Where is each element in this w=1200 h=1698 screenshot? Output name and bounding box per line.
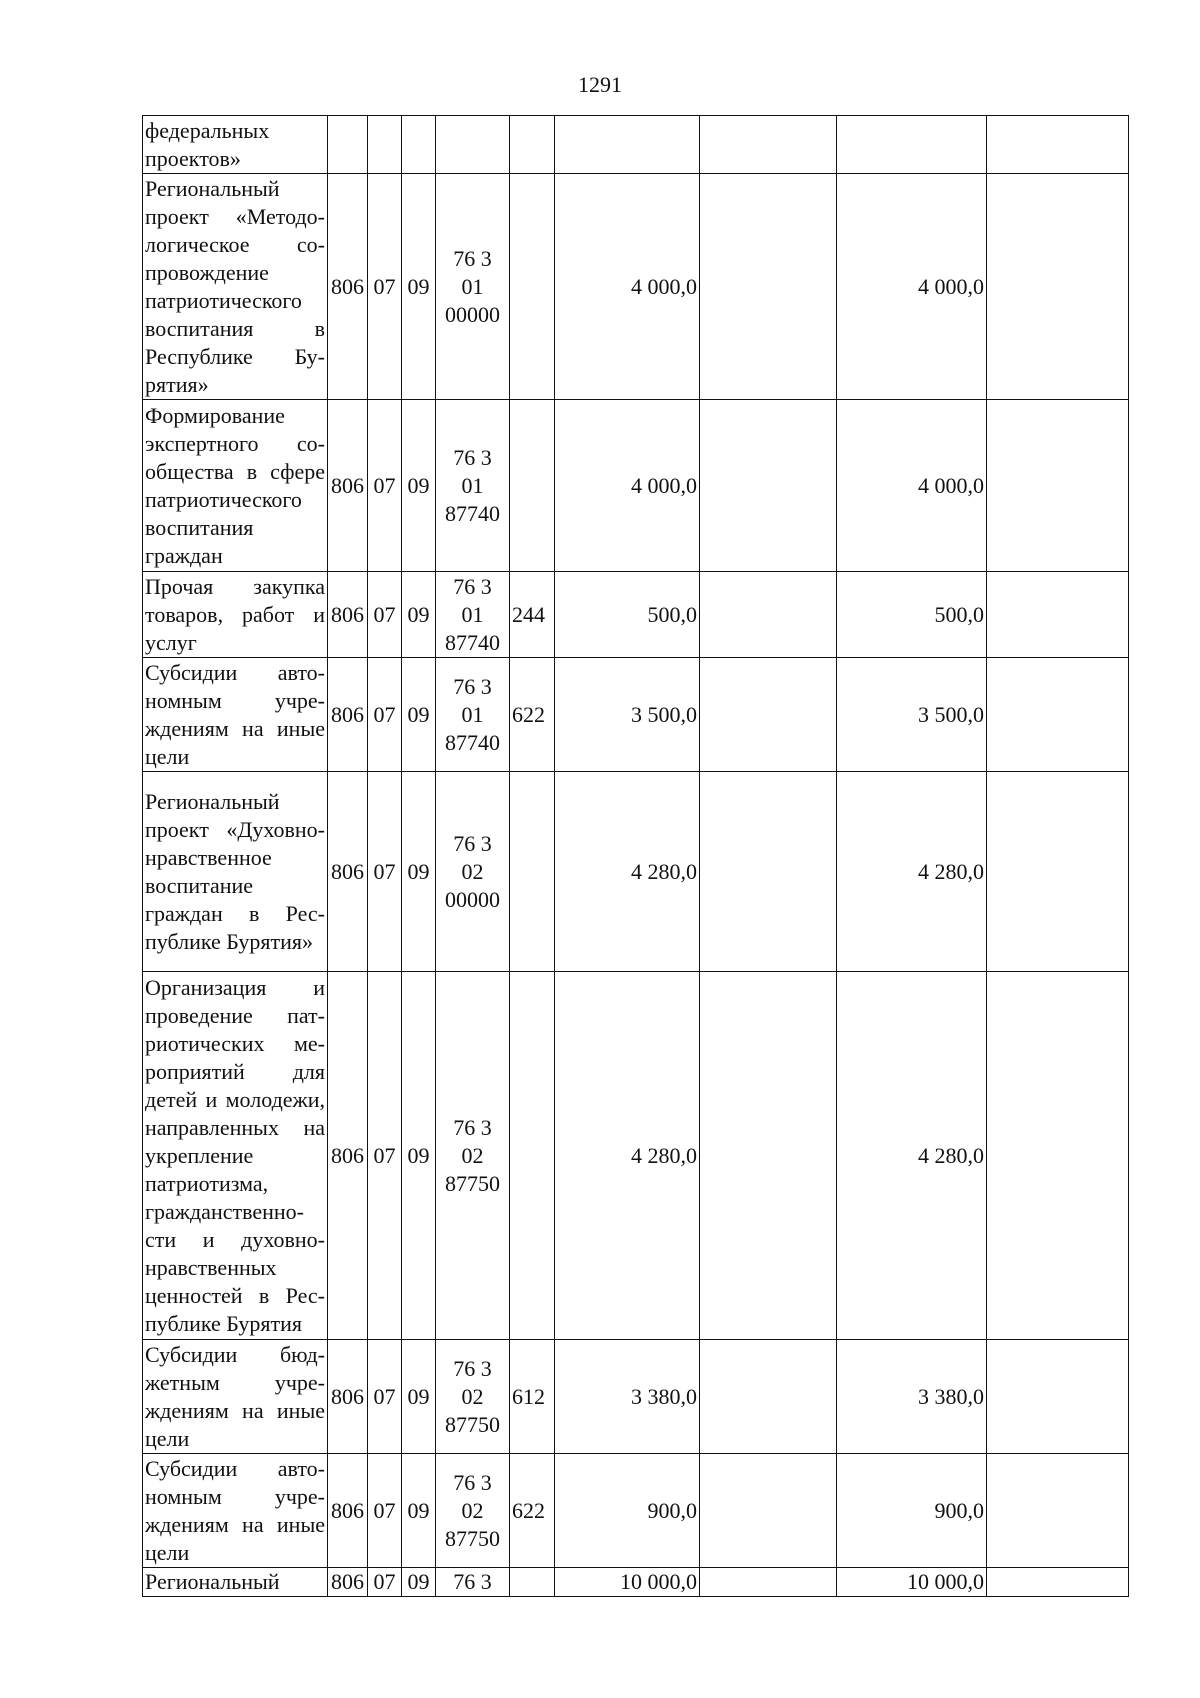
expense-type-cell: 244 bbox=[510, 572, 555, 658]
amount-cell-4 bbox=[987, 174, 1129, 400]
amount-cell-3: 4 280,0 bbox=[837, 972, 987, 1340]
subsection-code-cell: 09 bbox=[402, 572, 436, 658]
target-article-cell bbox=[436, 174, 510, 400]
amount-cell-2 bbox=[700, 400, 837, 572]
target-code-line: 01 bbox=[461, 472, 484, 498]
amount-cell-1: 500,0 bbox=[555, 572, 700, 658]
section-code-cell: 07 bbox=[368, 772, 402, 972]
ministry-code-cell: 806 bbox=[328, 1340, 368, 1454]
target-code-line: 87750 bbox=[445, 1525, 500, 1551]
expense-type-cell: 612 bbox=[510, 1340, 555, 1454]
amount-cell-3: 900,0 bbox=[837, 1454, 987, 1568]
target-code-line: 02 bbox=[461, 1383, 484, 1409]
amount-cell-2 bbox=[700, 972, 837, 1340]
budget-table bbox=[142, 115, 1129, 1597]
row-name-cell: Прочая закупка товаров, работ и услуг bbox=[143, 572, 328, 658]
section-code-cell: 07 bbox=[368, 572, 402, 658]
table-row bbox=[143, 174, 1129, 400]
amount-cell-1: 4 280,0 bbox=[555, 772, 700, 972]
target-code-line: 76 3 bbox=[453, 1355, 492, 1381]
target-article-cell bbox=[436, 972, 510, 1340]
row-name-cell: Региональный проект «Методологическое сопровождение патриотического воспитания в Республике Бурятия» bbox=[143, 174, 328, 400]
target-code-line: 76 3 bbox=[453, 1469, 492, 1495]
target-code-line: 76 3 bbox=[453, 830, 492, 856]
target-article-cell bbox=[436, 572, 510, 658]
target-code-line: 87740 bbox=[445, 500, 500, 526]
target-code-line: 76 3 bbox=[453, 245, 492, 271]
table-row bbox=[143, 572, 1129, 658]
target-code-line: 87740 bbox=[445, 629, 500, 655]
target-code-line: 01 bbox=[461, 601, 484, 627]
target-code-line: 76 3 bbox=[453, 1569, 492, 1594]
amount-cell-2 bbox=[700, 772, 837, 972]
table-row bbox=[143, 1340, 1129, 1454]
ministry-code-cell: 806 bbox=[328, 1568, 368, 1597]
target-code-line: 02 bbox=[461, 1142, 484, 1168]
amount-cell-3: 4 000,0 bbox=[837, 400, 987, 572]
section-code-cell: 07 bbox=[368, 972, 402, 1340]
table-row bbox=[143, 772, 1129, 972]
amount-cell-2 bbox=[700, 658, 837, 772]
row-name-cell: Субсидии бюджетным учреждениям на иные цели bbox=[143, 1340, 328, 1454]
subsection-code-cell: 09 bbox=[402, 1568, 436, 1597]
expense-type-cell bbox=[510, 400, 555, 572]
ministry-code-cell: 806 bbox=[328, 400, 368, 572]
row-name-cell: Субсидии автономным учреждениям на иные цели bbox=[143, 1454, 328, 1568]
target-code-line: 01 bbox=[461, 273, 484, 299]
amount-cell-2 bbox=[700, 1340, 837, 1454]
target-article-cell bbox=[436, 400, 510, 572]
row-name-cell: Субсидии автономным учреждениям на иные цели bbox=[143, 658, 328, 772]
amount-cell-1: 4 280,0 bbox=[555, 972, 700, 1340]
target-article-cell bbox=[436, 658, 510, 772]
table-row bbox=[143, 1568, 1129, 1597]
section-code-cell bbox=[368, 116, 402, 174]
section-code-cell: 07 bbox=[368, 1340, 402, 1454]
section-code-cell: 07 bbox=[368, 400, 402, 572]
section-code-cell: 07 bbox=[368, 174, 402, 400]
amount-cell-2 bbox=[700, 174, 837, 400]
target-code-line: 02 bbox=[461, 1497, 484, 1523]
target-article-cell bbox=[436, 1568, 510, 1597]
expense-type-cell bbox=[510, 972, 555, 1340]
amount-cell-3: 3 500,0 bbox=[837, 658, 987, 772]
amount-cell-4 bbox=[987, 116, 1129, 174]
target-code-line: 02 bbox=[461, 858, 484, 884]
amount-cell-3: 3 380,0 bbox=[837, 1340, 987, 1454]
section-code-cell: 07 bbox=[368, 1568, 402, 1597]
target-code-line: 76 3 bbox=[453, 573, 492, 599]
target-code-line: 00000 bbox=[445, 301, 500, 327]
table-row bbox=[143, 1454, 1129, 1568]
amount-cell-4 bbox=[987, 772, 1129, 972]
amount-cell-1: 4 000,0 bbox=[555, 174, 700, 400]
subsection-code-cell: 09 bbox=[402, 658, 436, 772]
table-row bbox=[143, 400, 1129, 572]
amount-cell-4 bbox=[987, 400, 1129, 572]
subsection-code-cell: 09 bbox=[402, 972, 436, 1340]
table-body bbox=[143, 116, 1129, 1597]
row-name-cell: Региональный проект «Духовно-нравственное воспитание граждан в Республике Бурятия» bbox=[143, 772, 328, 972]
amount-cell-2 bbox=[700, 1454, 837, 1568]
amount-cell-4 bbox=[987, 658, 1129, 772]
expense-type-cell: 622 bbox=[510, 658, 555, 772]
amount-cell-3: 4 280,0 bbox=[837, 772, 987, 972]
target-code-line: 87740 bbox=[445, 729, 500, 755]
row-name-cell: Региональный bbox=[143, 1568, 328, 1597]
ministry-code-cell: 806 bbox=[328, 174, 368, 400]
amount-cell-3 bbox=[837, 116, 987, 174]
subsection-code-cell: 09 bbox=[402, 400, 436, 572]
ministry-code-cell: 806 bbox=[328, 772, 368, 972]
subsection-code-cell: 09 bbox=[402, 772, 436, 972]
target-code-line: 76 3 bbox=[453, 1114, 492, 1140]
table-row bbox=[143, 116, 1129, 174]
amount-cell-3: 4 000,0 bbox=[837, 174, 987, 400]
expense-type-cell bbox=[510, 772, 555, 972]
expense-type-cell bbox=[510, 116, 555, 174]
subsection-code-cell bbox=[402, 116, 436, 174]
amount-cell-4 bbox=[987, 1454, 1129, 1568]
ministry-code-cell: 806 bbox=[328, 658, 368, 772]
row-name-cell: Организация и проведение патриотических мероприятий для детей и молодежи, направленных на укрепление патриотизма, гражданственности и духовно-нравственных ценностей в Республике Бурятия bbox=[143, 972, 328, 1340]
target-code-line: 87750 bbox=[445, 1411, 500, 1437]
expense-type-cell bbox=[510, 174, 555, 400]
subsection-code-cell: 09 bbox=[402, 1454, 436, 1568]
target-article-cell bbox=[436, 1340, 510, 1454]
target-code-line: 00000 bbox=[445, 886, 500, 912]
amount-cell-4 bbox=[987, 1340, 1129, 1454]
amount-cell-1: 3 380,0 bbox=[555, 1340, 700, 1454]
amount-cell-1 bbox=[555, 116, 700, 174]
subsection-code-cell: 09 bbox=[402, 1340, 436, 1454]
target-code-line: 76 3 bbox=[453, 444, 492, 470]
amount-cell-2 bbox=[700, 116, 837, 174]
amount-cell-1: 10 000,0 bbox=[555, 1568, 700, 1597]
expense-type-cell bbox=[510, 1568, 555, 1597]
ministry-code-cell: 806 bbox=[328, 572, 368, 658]
amount-cell-3: 500,0 bbox=[837, 572, 987, 658]
target-article-cell bbox=[436, 772, 510, 972]
ministry-code-cell: 806 bbox=[328, 972, 368, 1340]
target-code-line: 87750 bbox=[445, 1170, 500, 1196]
ministry-code-cell: 806 bbox=[328, 1454, 368, 1568]
amount-cell-3: 10 000,0 bbox=[837, 1568, 987, 1597]
amount-cell-2 bbox=[700, 1568, 837, 1597]
section-code-cell: 07 bbox=[368, 658, 402, 772]
target-code-line: 01 bbox=[461, 701, 484, 727]
table-row bbox=[143, 972, 1129, 1340]
row-name-cell: Формирование экспертного сообщества в сфере патриотического воспитания граждан bbox=[143, 400, 328, 572]
target-article-cell bbox=[436, 1454, 510, 1568]
amount-cell-4 bbox=[987, 972, 1129, 1340]
table-row bbox=[143, 658, 1129, 772]
page-number: 1291 bbox=[578, 72, 622, 97]
amount-cell-4 bbox=[987, 572, 1129, 658]
amount-cell-2 bbox=[700, 572, 837, 658]
amount-cell-1: 900,0 bbox=[555, 1454, 700, 1568]
amount-cell-4 bbox=[987, 1568, 1129, 1597]
target-article-cell bbox=[436, 116, 510, 174]
target-code-line: 76 3 bbox=[453, 673, 492, 699]
amount-cell-1: 4 000,0 bbox=[555, 400, 700, 572]
row-name-cell: федеральных проектов» bbox=[143, 116, 328, 174]
amount-cell-1: 3 500,0 bbox=[555, 658, 700, 772]
subsection-code-cell: 09 bbox=[402, 174, 436, 400]
section-code-cell: 07 bbox=[368, 1454, 402, 1568]
ministry-code-cell bbox=[328, 116, 368, 174]
expense-type-cell: 622 bbox=[510, 1454, 555, 1568]
